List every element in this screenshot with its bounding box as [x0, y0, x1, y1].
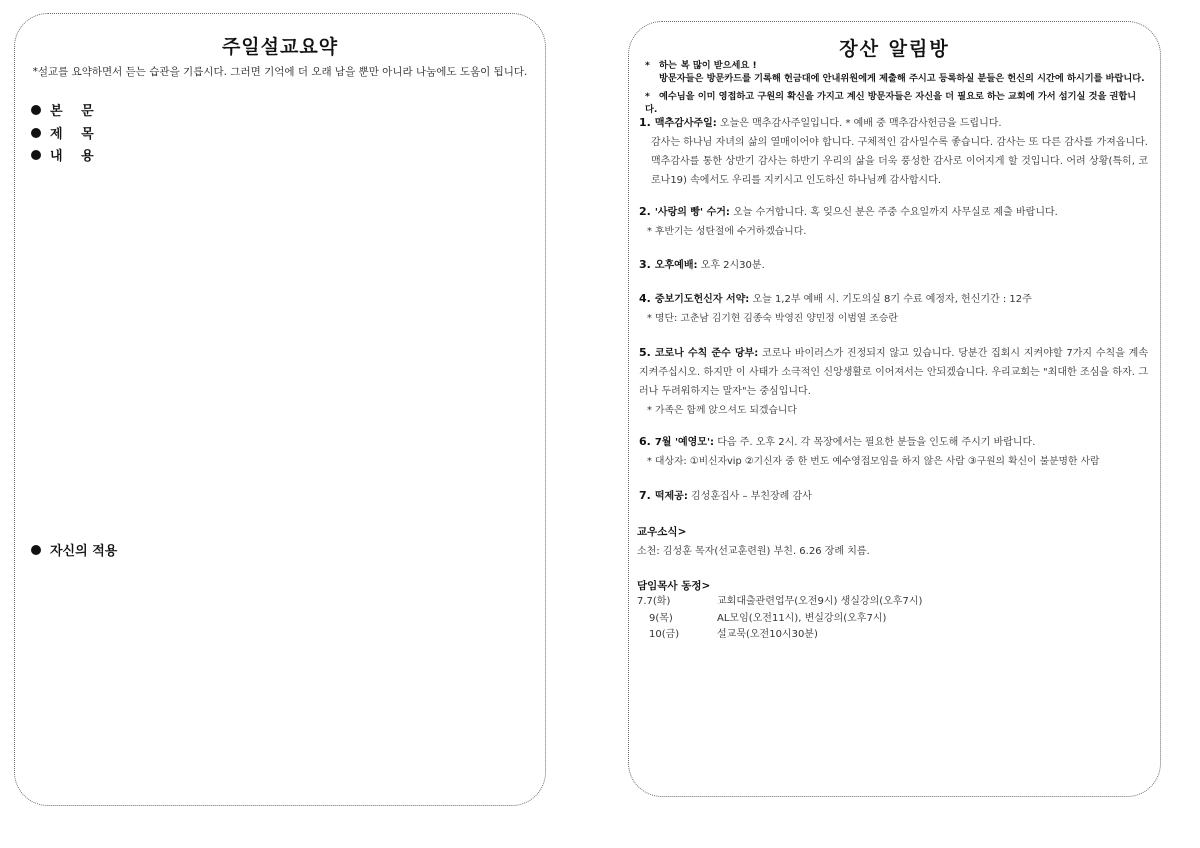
item-heading: 중보기도헌신자 서약:	[654, 294, 750, 305]
notice-welcome: * 하는 복 많이 받으세요 ! 방문자들은 방문카드를 기록해 헌금대에 안내위원에게 제출해 주시고 등록하실 분들은 헌신의 시간에 하시기를 바랍니다.	[645, 60, 1145, 84]
item-lead: 오늘 1,2부 예배 시. 기도의실 8기 수료 예정자, 헌신기간 : 12주	[749, 294, 1032, 305]
section-content-label: 내 용	[50, 149, 101, 164]
announcement-item	[639, 289, 1148, 328]
announcement-item	[639, 343, 1148, 420]
announcement-item	[639, 202, 1148, 241]
item-heading: '사랑의 빵' 수거:	[654, 207, 730, 218]
star-icon: *	[645, 60, 650, 71]
schedule-text: 설교묵(오전10시30분)	[717, 629, 818, 640]
schedule-date: 7.7(화)	[637, 596, 671, 607]
sermon-summary-title: 주일설교요약	[221, 36, 339, 58]
item-body: 감사는 하나님 자녀의 삶의 열매이어야 합니다. 구체적인 감사일수록 좋습니다. 감사는 또 다른 감사를 가져옵니다. 맥추감사를 통한 상반기 감사는 하반기 우리의 삶을 더욱 풍성한 감사로 이어지게 할 것입니다. 어려 상황(특히, 코로나19) 속에서도 우리를 지키시고 인도하신 하나님께 감사합시다.	[651, 137, 1148, 186]
item-number: 7.	[639, 489, 651, 502]
section-application	[31, 540, 117, 559]
notice-welcome-line1: 복 많이 받으세요 !	[680, 60, 757, 71]
pastor-schedule	[637, 594, 922, 644]
announcements-panel	[628, 21, 1161, 797]
item-lead: 오늘은 맥추감사주일입니다. * 예배 중 맥추감사헌금을 드립니다.	[716, 118, 1002, 129]
item-heading: 맥추감사주일:	[654, 118, 717, 129]
schedule-row	[637, 611, 922, 628]
bullet-icon	[31, 150, 41, 160]
schedule-date: 9(목)	[649, 612, 673, 624]
item-number: 6.	[639, 435, 651, 448]
section-application-label: 자신의 적용	[50, 544, 118, 559]
item-note: * 가족은 함께 앉으셔도 되겠습니다	[647, 405, 797, 416]
item-note: * 대상자: ①비신자vip ②기신자 중 한 번도 예수영접모임을 하지 않은 사람 ③구원의 확신이 불분명한 사람	[647, 456, 1100, 467]
item-number: 1.	[639, 116, 651, 129]
star-icon: *	[645, 91, 650, 102]
item-number: 5.	[639, 346, 651, 359]
bullet-icon	[31, 105, 41, 115]
item-heading: 떡제공:	[654, 491, 688, 502]
sermon-summary-panel	[14, 13, 546, 806]
announcement-item	[639, 113, 1148, 190]
section-text-label: 본 문	[50, 104, 101, 119]
item-note: * 후반기는 성탄절에 수거하겠습니다.	[647, 226, 807, 237]
pastor-schedule-title: 담임목사 동정>	[637, 580, 711, 592]
item-lead: 오늘 수거합니다. 혹 잊으신 분은 주중 수요일까지 사무실로 제출 바랍니다.	[729, 207, 1058, 218]
schedule-row	[637, 627, 922, 644]
notice-welcome-line2: 방문자들은 방문카드를 기록해 헌금대에 안내위원에게 제출해 주시고 등록하실 분들은 헌신의 시간에 하시기를 바랍니다.	[659, 73, 1145, 84]
announcement-item	[639, 255, 1148, 275]
section-content	[31, 145, 101, 164]
member-news-title: 교우소식>	[637, 526, 687, 538]
member-news-text: 소천: 김성훈 목자(선교훈련원) 부친. 6.26 장례 치름.	[637, 546, 870, 557]
item-lead: 오후 2시30분.	[697, 260, 765, 271]
item-heading: 7월 '예영모':	[654, 437, 715, 448]
schedule-date: 10(금)	[649, 629, 680, 640]
item-heading: 코로나 수칙 준수 당부:	[654, 348, 759, 359]
announcements-title: 장산 알림방	[839, 38, 950, 60]
item-number: 4.	[639, 292, 651, 305]
section-subject	[31, 123, 101, 142]
item-heading: 오후예배:	[654, 260, 698, 271]
item-number: 2.	[639, 205, 651, 218]
item-lead: 다음 주. 오후 2시. 각 목장에서는 필요한 분들을 인도해 주시기 바랍니다.	[714, 437, 1036, 448]
schedule-text: AL모임(오전11시), 변실강의(오후7시)	[717, 612, 887, 624]
announcement-item	[639, 486, 1148, 506]
sermon-summary-subtitle: *설교를 요약하면서 듣는 습관을 기릅시다. 그러면 기억에 더 오래 남을 뿐만 아니라 나눔에도 도움이 됩니다.	[32, 66, 528, 78]
bullet-icon	[31, 128, 41, 138]
schedule-row	[637, 594, 922, 611]
schedule-text: 교회대출관련업무(오전9시) 생실강의(오후7시)	[717, 596, 923, 607]
bullet-icon	[31, 545, 41, 555]
announcement-item	[639, 432, 1148, 471]
notice-visitors-text: 예수님을 이미 영접하고 구원의 확신을 가지고 계신 방문자들은 자신을 더 필요로 하는 교회에 가서 섬기실 것을 권합니다.	[645, 91, 1137, 115]
section-text	[31, 100, 101, 119]
item-lead: 코로나 바이러스가 진정되지 않고 있습니다. 당분간 집회시 지켜야할 7가지 수칙을 계속 지켜주십시오. 하지만 이 사태가 소극적인 신앙생활로 이어져서는 안되겠습니다. 우리교회는 "최대한 조심을 하자. 그러나 두려워하지는 말자"는 중심입니다.	[639, 348, 1149, 397]
item-lead: 김성훈집사 – 부친장례 감사	[687, 491, 812, 502]
item-number: 3.	[639, 258, 651, 271]
item-note: * 명단: 고춘남 김기현 김종숙 박영진 양민정 이범열 조승란	[647, 313, 898, 324]
section-subject-label: 제 목	[50, 127, 101, 142]
